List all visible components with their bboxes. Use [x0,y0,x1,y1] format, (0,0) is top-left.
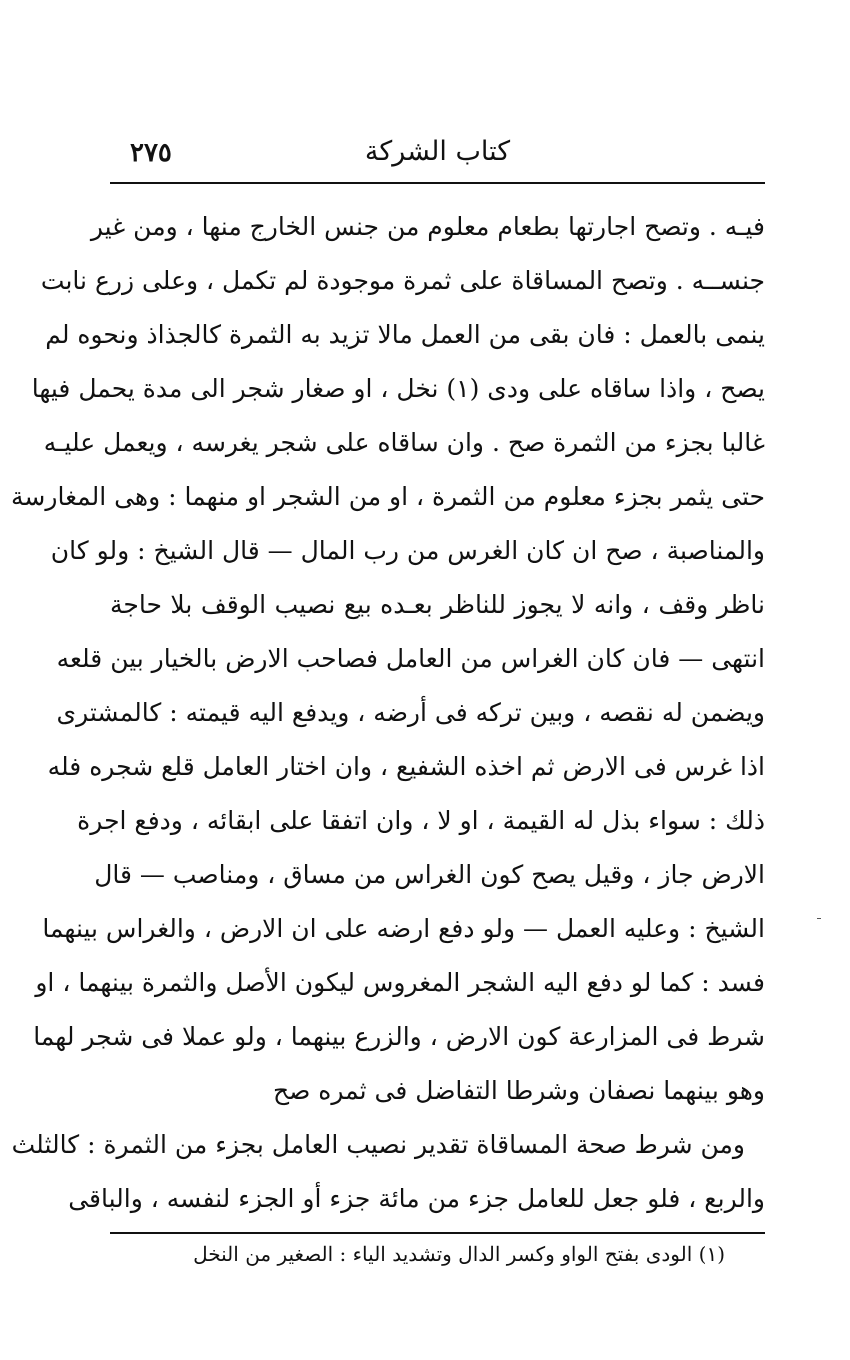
text-line: يصح ، واذا ساقاه على ودى (١) نخل ، او صغار شجر الى مدة يحمل فيها [31,374,765,403]
page-number: ٢٧٥ [130,138,172,168]
paragraph-end-line: وهو بينهما نصفان وشرطا التفاضل فى ثمره صح [272,1076,765,1105]
text-line: الشيخ : وعليه العمل — ولو دفع ارضه على ان الارض ، والغراس بينهما [42,914,765,943]
text-line: الارض جاز ، وقيل يصح كون الغراس من مساق ، ومناصب — قال [94,860,765,889]
text-line: غالبا بجزء من الثمرة صح . وان ساقاه على شجر يغرسه ، ويعمل عليـه [43,428,765,457]
text-line: ذلك : سواء بذل له القيمة ، او لا ، وان اتفقا على ابقائه ، ودفع اجرة [77,806,765,835]
text-line: فسد : كما لو دفع اليه الشجر المغروس ليكون الأصل والثمرة بينهما ، او [35,968,765,997]
text-line: شرط فى المزارعة كون الارض ، والزرع بينهما ، ولو عملا فى شجر لهما [33,1022,765,1051]
body-text [11,200,765,1226]
footnote: (١) الودى بفتح الواو وكسر الدال وتشديد الياء : الصغير من النخل [193,1242,725,1266]
text-line: حتى يثمر بجزء معلوم من الثمرة ، او من الشجر او منهما : وهى المغارسة [11,482,765,511]
page-header [110,132,765,180]
footnote-rule [110,1232,765,1234]
text-line: والربع ، فلو جعل للعامل جزء من مائة جزء أو الجزء لنفسه ، والباقى [68,1184,765,1213]
text-line: ناظر وقف ، وانه لا يجوز للناظر بعـده بيع نصيب الوقف بلا حاجة [110,590,765,619]
margin-mark [817,918,821,925]
text-line: ويضمن له نقصه ، وبين تركه فى أرضه ، ويدفع اليه قيمته : كالمشترى [56,698,765,727]
running-title: كتاب الشركة [364,136,511,167]
header-rule [110,182,765,184]
text-line: اذا غرس فى الارض ثم اخذه الشفيع ، وان اختار العامل قلع شجره فله [47,752,765,781]
text-line: والمناصبة ، صح ان كان الغرس من رب المال — قال الشيخ : ولو كان [50,536,765,565]
text-line: انتهى — فان كان الغراس من العامل فصاحب الارض بالخيار بين قلعه [56,644,765,673]
text-line: ينمى بالعمل : فان بقى من العمل مالا تزيد به الثمرة كالجذاذ ونحوه لم [45,320,765,349]
text-line: جنســه . وتصح المساقاة على ثمرة موجودة لم تكمل ، وعلى زرع نابت [40,266,765,295]
paragraph-start-line: ومن شرط صحة المساقاة تقدير نصيب العامل بجزء من الثمرة : كالثلث [11,1130,745,1159]
text-line: فيـه . وتصح اجارتها بطعام معلوم من جنس الخارج منها ، ومن غير [90,212,765,241]
